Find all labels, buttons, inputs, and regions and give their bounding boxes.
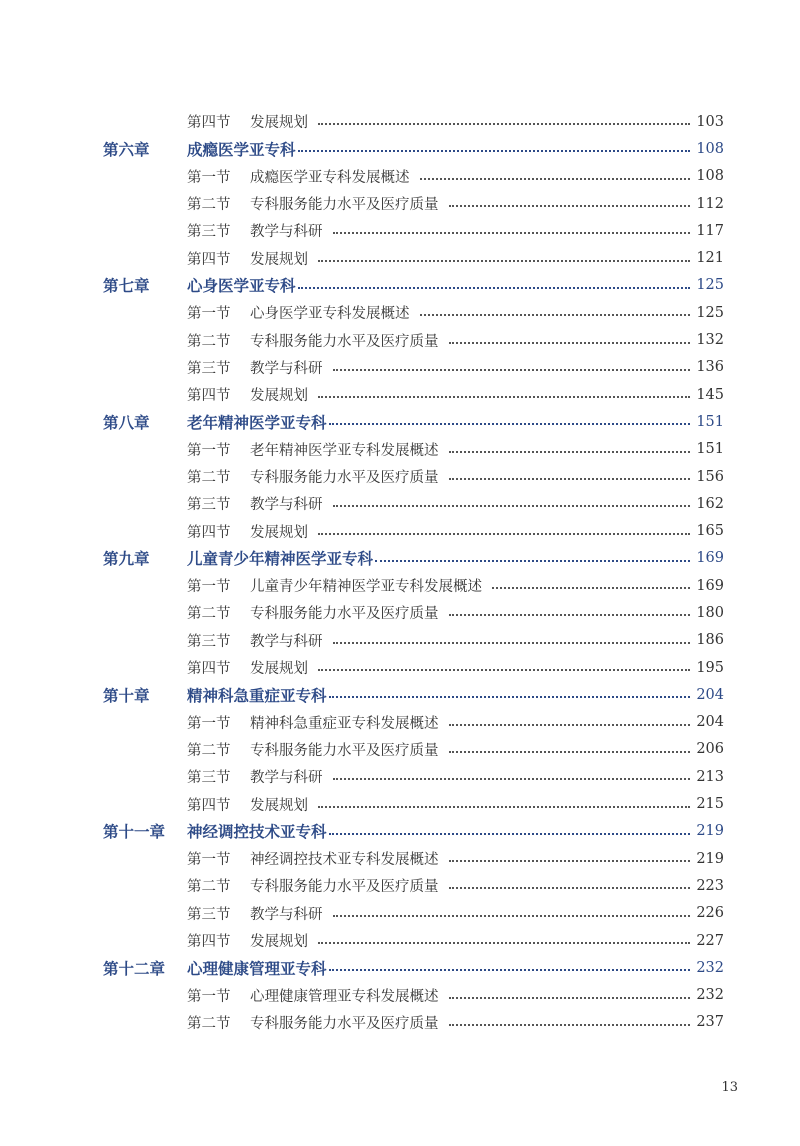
section-number: 第二节 [187, 1015, 231, 1032]
toc-chapter-row[interactable] [0, 272, 800, 299]
page-ref: 156 [696, 468, 724, 485]
page-ref: 215 [696, 796, 724, 813]
dot-leader [333, 641, 691, 644]
section-title: 教学与科研 [250, 497, 323, 514]
section-title: 教学与科研 [250, 360, 323, 377]
toc-section-row[interactable] [0, 763, 800, 790]
toc-entry [250, 848, 724, 869]
section-title: 教学与科研 [250, 224, 323, 241]
section-title: 神经调控技术亚专科发展概述 [250, 852, 439, 869]
toc-section-row[interactable] [0, 463, 800, 490]
chapter-title: 精神科急重症亚专科 [187, 686, 327, 705]
page-ref: 227 [696, 932, 724, 949]
section-title: 发展规划 [250, 388, 308, 405]
toc-section-row[interactable] [0, 190, 800, 217]
chapter-number: 第六章 [103, 140, 150, 159]
section-number: 第三节 [187, 633, 231, 650]
dot-leader [449, 723, 691, 726]
section-number: 第二节 [187, 470, 231, 486]
page-ref: 219 [696, 823, 724, 840]
table-of-contents [0, 108, 800, 1036]
dot-leader [375, 559, 690, 562]
dot-leader [449, 450, 691, 453]
dot-leader [329, 695, 691, 698]
dot-leader [449, 204, 691, 207]
page-number: 13 [721, 1080, 738, 1095]
page-ref: 103 [696, 113, 724, 130]
chapter-title: 神经调控技术亚专科 [187, 823, 327, 842]
toc-section-row[interactable] [0, 790, 800, 817]
toc-section-row[interactable] [0, 572, 800, 599]
toc-entry [250, 330, 724, 351]
toc-section-row[interactable] [0, 326, 800, 353]
toc-entry [250, 302, 724, 323]
toc-section-row[interactable] [0, 654, 800, 681]
dot-leader [420, 177, 691, 180]
section-number: 第四节 [187, 115, 231, 132]
section-title: 发展规划 [250, 934, 308, 951]
page-ref: 232 [696, 959, 724, 976]
chapter-title: 老年精神医学亚专科 [187, 413, 327, 432]
toc-section-row[interactable] [0, 599, 800, 626]
toc-chapter-row[interactable] [0, 681, 800, 708]
page-ref: 169 [696, 550, 724, 567]
toc-entry [250, 575, 724, 596]
page-ref: 121 [696, 250, 724, 267]
dot-leader [329, 832, 691, 835]
toc-entry [187, 684, 724, 706]
toc-entry [250, 193, 724, 214]
toc-entry [187, 547, 724, 569]
chapter-number: 第九章 [103, 550, 150, 569]
section-number: 第三节 [187, 770, 231, 787]
section-number: 第二节 [187, 879, 231, 896]
page-ref: 162 [696, 495, 724, 512]
toc-chapter-row[interactable] [0, 135, 800, 162]
section-number: 第二节 [187, 197, 231, 214]
dot-leader [298, 149, 691, 152]
toc-chapter-row[interactable] [0, 408, 800, 435]
section-title: 教学与科研 [250, 633, 323, 650]
toc-chapter-row[interactable] [0, 818, 800, 845]
toc-entry [187, 957, 724, 979]
section-title: 心身医学亚专科发展概述 [250, 306, 410, 323]
toc-entry [250, 466, 724, 487]
section-number: 第一节 [187, 306, 231, 323]
section-number: 第二节 [187, 333, 231, 350]
toc-entry [250, 712, 724, 733]
section-title: 发展规划 [250, 251, 308, 268]
page-ref: 136 [696, 359, 724, 376]
toc-entry [187, 274, 724, 296]
section-number: 第四节 [187, 934, 231, 951]
page-ref: 237 [696, 1014, 724, 1031]
section-title: 专科服务能力水平及医疗质量 [250, 606, 439, 623]
toc-entry [250, 985, 724, 1006]
section-title: 老年精神医学亚专科发展概述 [250, 442, 439, 459]
page-ref: 232 [696, 987, 724, 1004]
page-ref: 169 [696, 577, 724, 594]
dot-leader [333, 368, 691, 371]
toc-section-row[interactable] [0, 490, 800, 517]
toc-entry [250, 766, 724, 787]
toc-entry [250, 1012, 724, 1033]
chapter-number: 第十二章 [103, 959, 166, 978]
toc-section-row[interactable] [0, 982, 800, 1009]
toc-section-row[interactable] [0, 517, 800, 544]
dot-leader [318, 395, 690, 398]
dot-leader [298, 286, 691, 289]
toc-entry [250, 521, 724, 542]
dot-leader [318, 668, 690, 671]
toc-entry [250, 384, 724, 405]
page-ref: 108 [696, 168, 724, 185]
toc-chapter-row[interactable] [0, 954, 800, 981]
page-ref: 125 [696, 277, 724, 294]
section-number: 第三节 [187, 497, 231, 514]
section-title: 发展规划 [250, 115, 308, 132]
toc-section-row[interactable] [0, 927, 800, 954]
toc-entry [250, 166, 724, 187]
toc-section-row[interactable] [0, 736, 800, 763]
toc-section-row[interactable] [0, 163, 800, 190]
chapter-title: 心理健康管理亚专科 [187, 959, 327, 978]
chapter-title: 儿童青少年精神医学亚专科 [187, 550, 374, 569]
dot-leader [318, 122, 690, 125]
dot-leader [449, 750, 691, 753]
toc-entry [250, 602, 724, 623]
chapter-title: 成瘾医学亚专科 [187, 140, 296, 159]
section-number: 第二节 [187, 606, 231, 623]
chapter-number: 第七章 [103, 277, 150, 296]
section-number: 第四节 [187, 661, 231, 678]
page-ref: 180 [696, 604, 724, 621]
section-title: 发展规划 [250, 797, 308, 814]
dot-leader [420, 313, 691, 316]
section-title: 教学与科研 [250, 906, 323, 923]
page-ref: 206 [696, 741, 724, 758]
page-ref: 195 [696, 659, 724, 676]
page-ref: 165 [696, 523, 724, 540]
toc-entry [250, 657, 724, 678]
dot-leader [333, 777, 691, 780]
dot-leader [449, 1023, 691, 1026]
page-ref: 112 [696, 195, 724, 212]
section-number: 第四节 [187, 251, 231, 268]
section-number: 第一节 [187, 579, 231, 596]
toc-section-row[interactable] [0, 354, 800, 381]
section-title: 专科服务能力水平及医疗质量 [250, 742, 439, 759]
dot-leader [449, 886, 691, 889]
dot-leader [329, 968, 691, 971]
section-title: 专科服务能力水平及医疗质量 [250, 470, 439, 486]
dot-leader [318, 259, 690, 262]
toc-entry [187, 820, 724, 842]
section-title: 发展规划 [250, 661, 308, 678]
section-number: 第四节 [187, 524, 231, 541]
page-ref: 204 [696, 714, 724, 731]
section-number: 第二节 [187, 742, 231, 759]
page-ref: 151 [696, 413, 724, 430]
toc-section-row[interactable] [0, 627, 800, 654]
chapter-number: 第十一章 [103, 823, 166, 842]
section-title: 成瘾医学亚专科发展概述 [250, 169, 410, 186]
section-number: 第一节 [187, 988, 231, 1005]
dot-leader [492, 586, 690, 589]
toc-entry [250, 630, 724, 651]
dot-leader [449, 996, 691, 999]
toc-entry [250, 903, 724, 924]
toc-section-row[interactable] [0, 436, 800, 463]
page-ref: 226 [696, 905, 724, 922]
section-title: 精神科急重症亚专科发展概述 [250, 715, 439, 732]
toc-entry [250, 875, 724, 896]
toc-section-row[interactable] [0, 299, 800, 326]
page-ref: 186 [696, 632, 724, 649]
toc-entry [250, 248, 724, 269]
page-ref: 145 [696, 386, 724, 403]
chapter-number: 第十章 [103, 686, 150, 705]
section-title: 教学与科研 [250, 770, 323, 787]
toc-entry [250, 357, 724, 378]
dot-leader [449, 341, 691, 344]
page-ref: 108 [696, 140, 724, 157]
toc-section-row[interactable] [0, 900, 800, 927]
dot-leader [318, 532, 690, 535]
page-ref: 219 [696, 850, 724, 867]
section-title: 专科服务能力水平及医疗质量 [250, 333, 439, 350]
toc-section-row[interactable] [0, 872, 800, 899]
dot-leader [318, 805, 690, 808]
toc-section-row[interactable] [0, 709, 800, 736]
section-number: 第一节 [187, 852, 231, 869]
section-number: 第一节 [187, 442, 231, 459]
section-title: 发展规划 [250, 524, 308, 541]
toc-entry [250, 930, 724, 951]
section-number: 第三节 [187, 906, 231, 923]
section-number: 第四节 [187, 388, 231, 405]
section-number: 第三节 [187, 360, 231, 377]
toc-entry [250, 220, 724, 241]
dot-leader [333, 504, 691, 507]
toc-section-row[interactable] [0, 1009, 800, 1036]
toc-entry [187, 411, 724, 433]
page-ref: 117 [696, 222, 724, 239]
toc-entry [250, 794, 724, 815]
dot-leader [449, 613, 691, 616]
toc-entry [250, 111, 724, 132]
dot-leader [449, 859, 691, 862]
chapter-title: 心身医学亚专科 [187, 277, 296, 296]
dot-leader [333, 231, 691, 234]
page-ref: 204 [696, 686, 724, 703]
section-number: 第一节 [187, 715, 231, 732]
toc-chapter-row[interactable] [0, 545, 800, 572]
section-title: 儿童青少年精神医学亚专科发展概述 [250, 579, 482, 596]
toc-entry [187, 138, 724, 160]
section-title: 专科服务能力水平及医疗质量 [250, 879, 439, 896]
page-ref: 213 [696, 768, 724, 785]
section-number: 第一节 [187, 169, 231, 186]
dot-leader [329, 422, 691, 425]
dot-leader [449, 477, 691, 480]
dot-leader [318, 941, 690, 944]
page-ref: 125 [696, 304, 724, 321]
toc-section-row[interactable] [0, 381, 800, 408]
toc-section-row[interactable] [0, 217, 800, 244]
section-number: 第四节 [187, 797, 231, 814]
dot-leader [333, 914, 691, 917]
page-ref: 223 [696, 877, 724, 894]
section-title: 心理健康管理亚专科发展概述 [250, 988, 439, 1005]
toc-entry [250, 739, 724, 760]
toc-section-row[interactable] [0, 108, 800, 135]
toc-entry [250, 493, 724, 514]
toc-section-row[interactable] [0, 244, 800, 271]
page-ref: 151 [696, 441, 724, 458]
section-title: 专科服务能力水平及医疗质量 [250, 197, 439, 214]
section-title: 专科服务能力水平及医疗质量 [250, 1015, 439, 1032]
toc-entry [250, 439, 724, 460]
toc-section-row[interactable] [0, 845, 800, 872]
page-ref: 132 [696, 332, 724, 349]
chapter-number: 第八章 [103, 413, 150, 432]
section-number: 第三节 [187, 224, 231, 241]
